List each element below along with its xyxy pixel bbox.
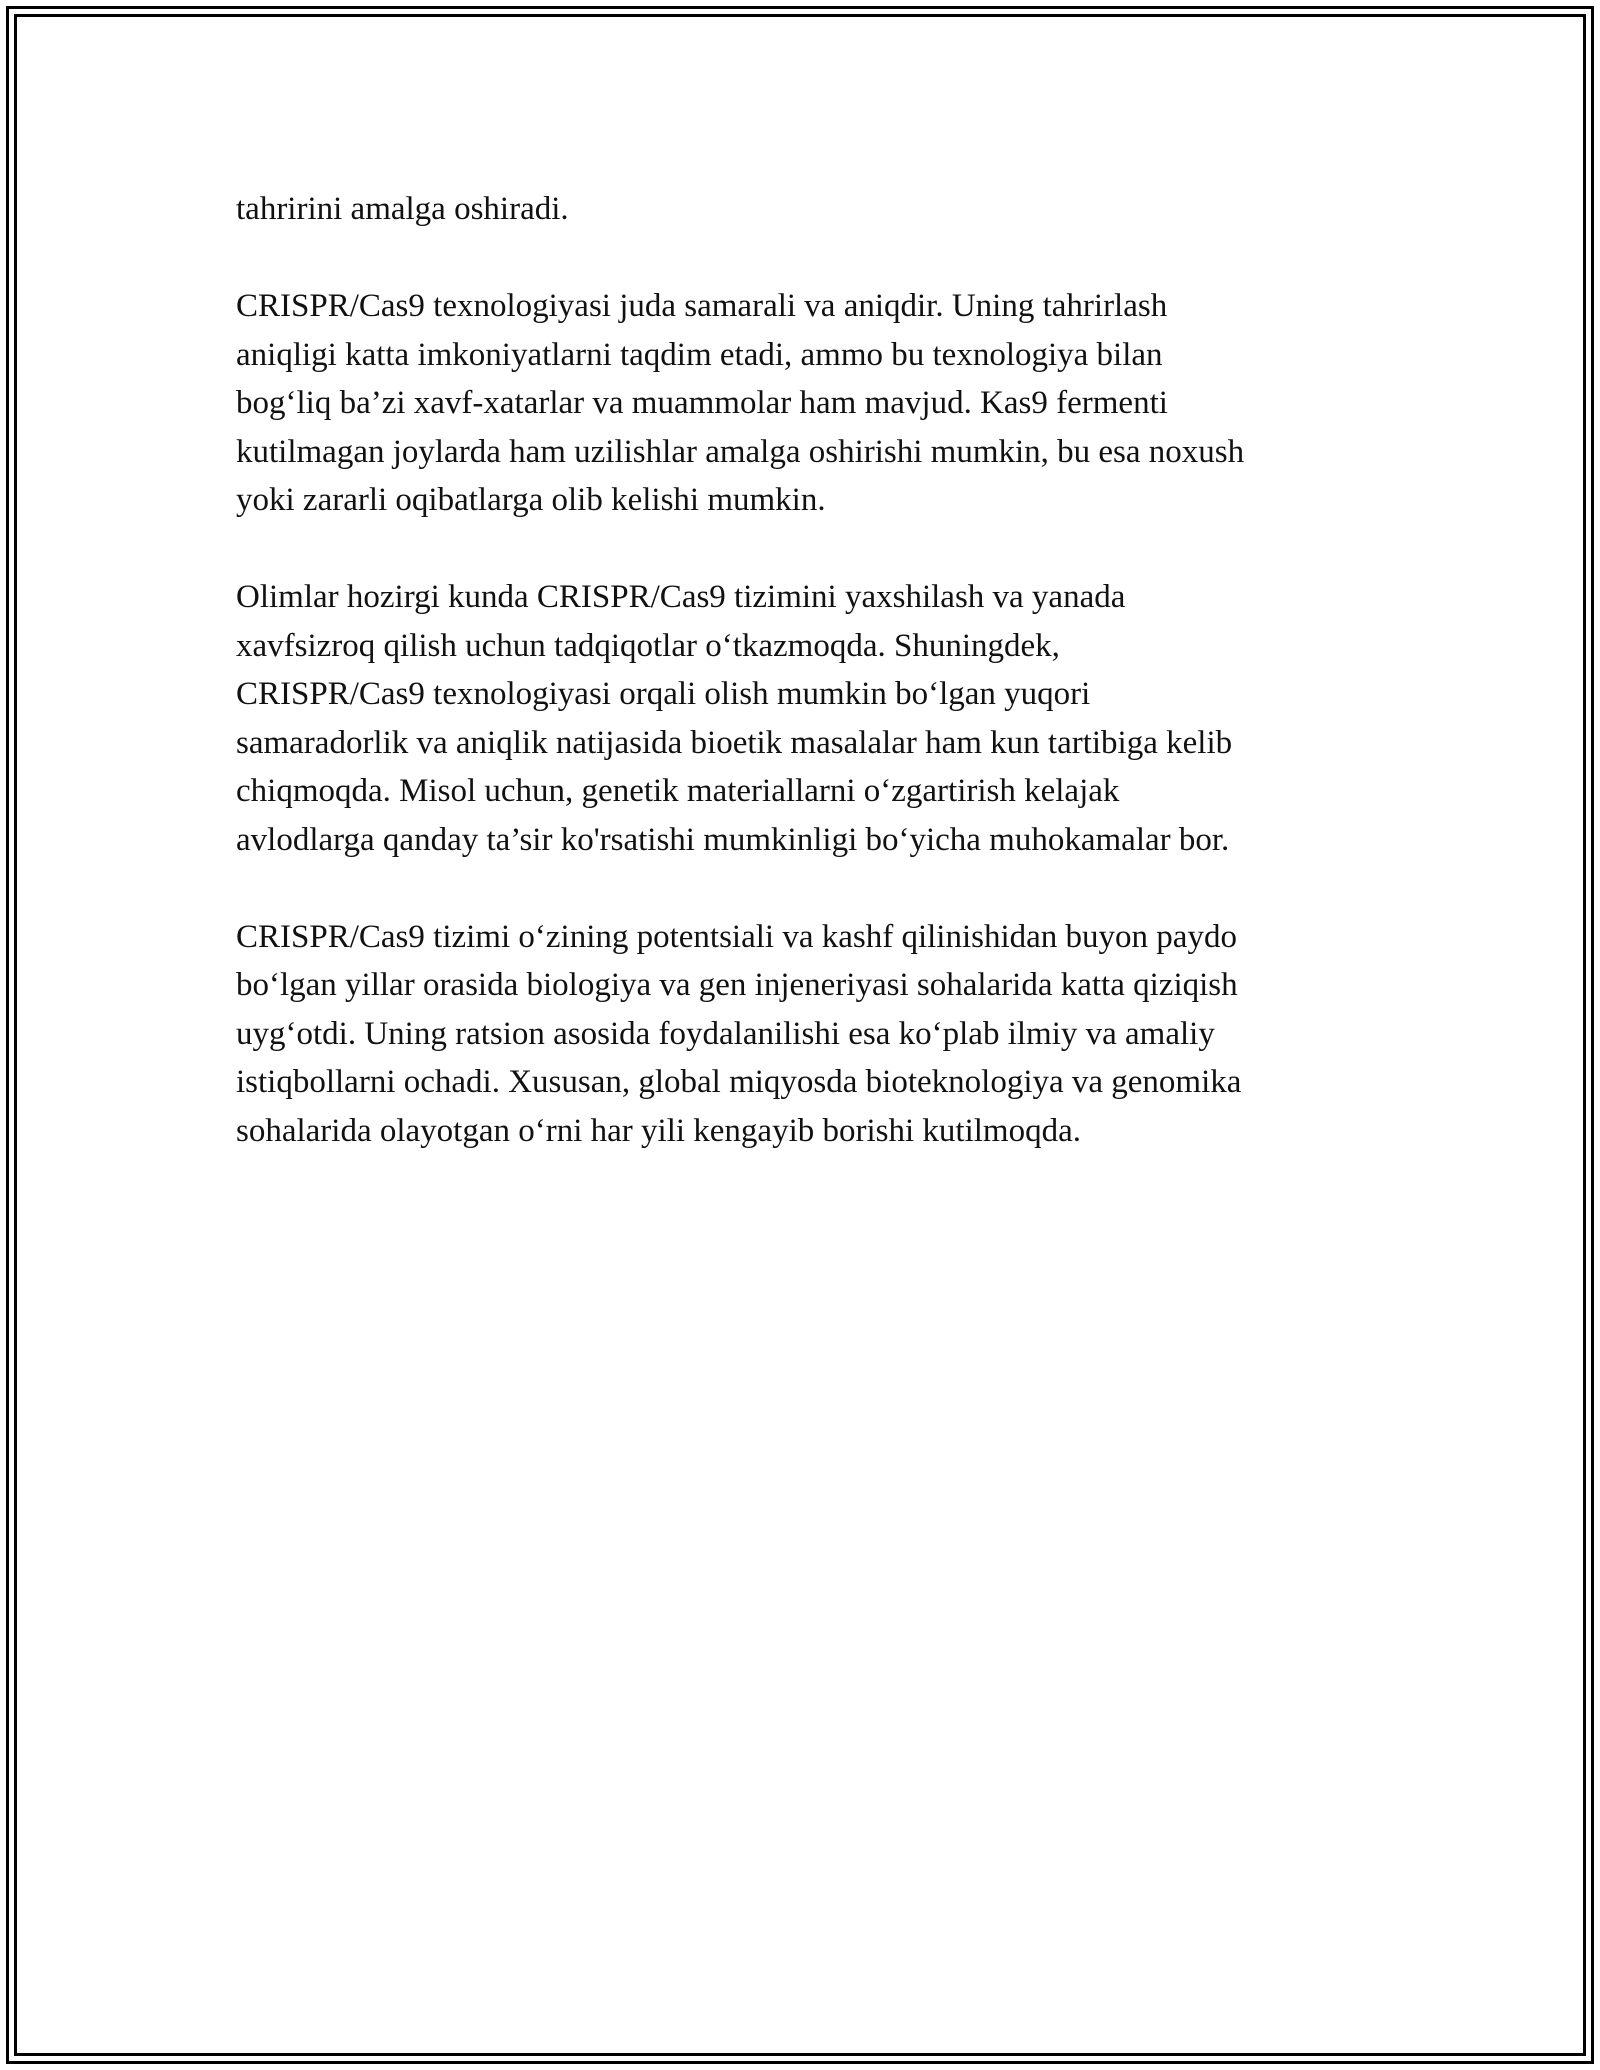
text-line: sohalarida olayotgan o‘rni har yili kengayib borishi kutilmoqda.	[236, 1112, 1081, 1149]
paragraph-1	[236, 185, 1386, 234]
paragraph-3	[236, 573, 1386, 864]
text-line: chiqmoqda. Misol uchun, genetik materiallarni o‘zgartirish kelajak	[236, 773, 1120, 809]
text-line: CRISPR/Cas9 texnologiyasi juda samarali va aniqdir. Uning tahrirlash	[236, 288, 1168, 324]
paragraph-2	[236, 282, 1386, 525]
text-line: avlodlarga qanday ta’sir ko'rsatishi mumkinligi bo‘yicha muhokamalar bor.	[236, 821, 1230, 858]
text-line: bog‘liq ba’zi xavf-xatarlar va muammolar ham mavjud. Kas9 fermenti	[236, 385, 1168, 421]
text-line: CRISPR/Cas9 tizimi o‘zining potentsiali va kashf qilinishidan buyon paydo	[236, 918, 1237, 955]
text-line: CRISPR/Cas9 texnologiyasi orqali olish mumkin bo‘lgan yuqori	[236, 676, 1091, 712]
text-line: uyg‘otdi. Uning ratsion asosida foydalanilishi esa ko‘plab ilmiy va amaliy	[236, 1015, 1215, 1052]
text-line: yoki zararli oqibatlarga olib kelishi mumkin.	[236, 482, 826, 518]
text-line: xavfsizroq qilish uchun tadqiqotlar o‘tkazmoqda. Shuningdek,	[236, 627, 1060, 664]
text-line: samaradorlik va aniqlik natijasida bioetik masalalar ham kun tartibiga kelib	[236, 724, 1233, 761]
paragraph-4	[236, 913, 1386, 1156]
document-body	[236, 185, 1386, 1204]
text-line: tahririni amalga oshiradi.	[236, 191, 569, 227]
text-line: aniqligi katta imkoniyatlarni taqdim etadi, ammo bu texnologiya bilan	[236, 336, 1163, 373]
text-line: bo‘lgan yillar orasida biologiya va gen injeneriyasi sohalarida katta qiziqish	[236, 967, 1238, 1003]
text-line: Olimlar hozirgi kunda CRISPR/Cas9 tizimini yaxshilash va yanada	[236, 579, 1126, 615]
text-line: istiqbollarni ochadi. Xususan, global miqyosda bioteknologiya va genomika	[236, 1064, 1242, 1100]
text-line: kutilmagan joylarda ham uzilishlar amalga oshirishi mumkin, bu esa noxush	[236, 433, 1245, 470]
